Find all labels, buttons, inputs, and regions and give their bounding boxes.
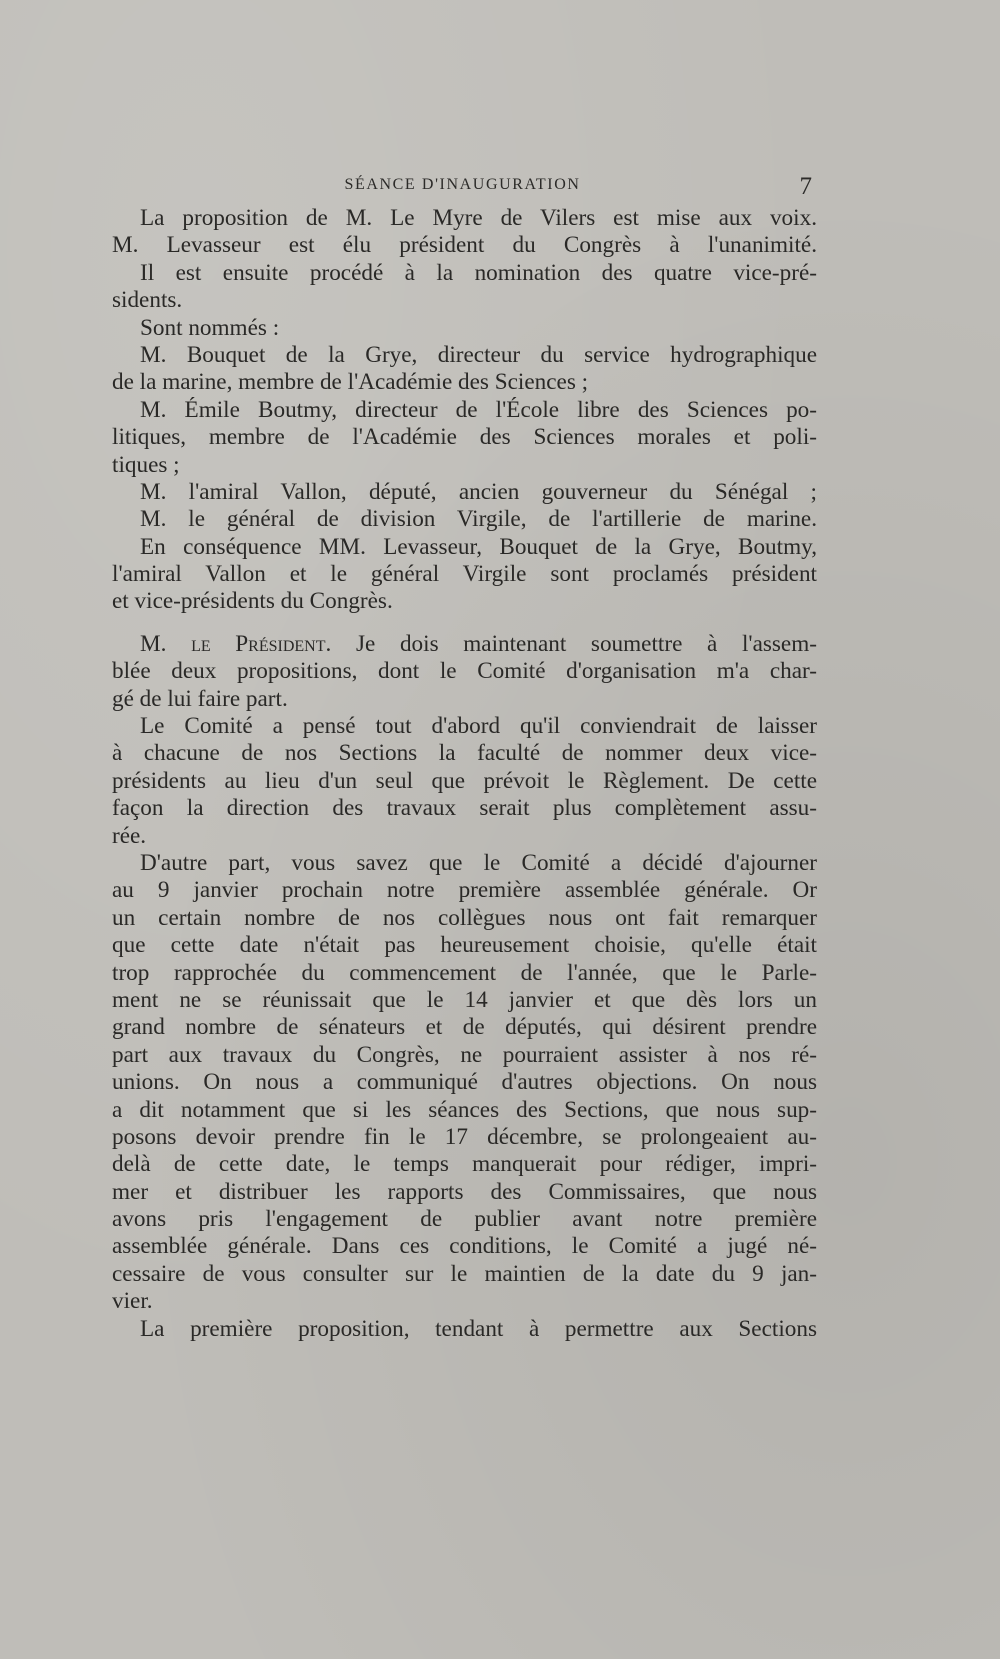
president-speech-line [112,631,817,658]
text-line: D'autre part, vous savez que le Comité a décidé d'ajourner [140,849,817,876]
paragraph-gap [112,616,817,631]
text-line: avons pris l'engagement de publier avant notre première [112,1206,817,1233]
text-line: au 9 janvier prochain notre première assemblée générale. Or [112,877,817,904]
text-line: part aux travaux du Congrès, ne pourraient assister à nos ré- [112,1041,817,1068]
text-line: trop rapprochée du commencement de l'année, que le Parle- [112,959,817,986]
text-line: M. Levasseur est élu président du Congrès à l'unanimité. [112,232,817,259]
text-line: ment ne se réunissait que le 14 janvier et que dès lors un [112,986,817,1013]
text-line: Le Comité a pensé tout d'abord qu'il conviendrait de laisser [140,713,817,740]
text-line: M. Émile Boutmy, directeur de l'École libre des Sciences po- [140,396,817,423]
text-line: un certain nombre de nos collègues nous ont fait remarquer [112,904,817,931]
text-line: sidents. [112,287,183,314]
running-head [110,173,815,203]
text-line: gé de lui faire part. [112,685,288,712]
text-line: l'amiral Vallon et le général Virgile sont proclamés président [112,561,817,588]
text-line: que cette date n'était pas heureusement choisie, qu'elle était [112,932,817,959]
text-line: rée. [112,822,147,849]
text-line: unions. On nous a communiqué d'autres objections. On nous [112,1069,817,1096]
text-line: de la marine, membre de l'Académie des Sciences ; [112,369,589,396]
text-line: tiques ; [112,451,180,478]
page-number: 7 [799,173,812,200]
text-line: mer et distribuer les rapports des Commissaires, que nous [112,1178,817,1205]
running-title: SÉANCE D'INAUGURATION [344,176,581,193]
text-line: En conséquence MM. Levasseur, Bouquet de la Grye, Boutmy, [140,533,817,560]
text-line: posons devoir prendre fin le 17 décembre, se prolongeaient au- [112,1123,817,1150]
body-text [112,205,817,1343]
text-line: et vice-présidents du Congrès. [112,588,393,615]
text-line: Sont nommés : [140,314,280,341]
text-line: assemblée générale. Dans ces conditions, le Comité a jugé né- [112,1233,817,1260]
text-line: cessaire de vous consulter sur le maintien de la date du 9 jan- [112,1260,817,1287]
text-line: Il est ensuite procédé à la nomination des quatre vice-pré- [140,259,817,286]
text-line: à chacune de nos Sections la faculté de nommer deux vice- [112,740,817,767]
text-line: M. Bouquet de la Grye, directeur du service hydrographique [140,341,817,368]
text-line: blée deux propositions, dont le Comité d'organisation m'a char- [112,658,817,685]
text-line: vier. [112,1288,153,1315]
text-line: M. l'amiral Vallon, député, ancien gouverneur du Sénégal ; [140,478,817,505]
text-line: La première proposition, tendant à permettre aux Sections [140,1315,817,1342]
text-line: grand nombre de sénateurs et de députés, qui désirent prendre [112,1014,817,1041]
text-line: litiques, membre de l'Académie des Sciences morales et poli- [112,424,817,451]
text-line: façon la direction des travaux serait plus complètement assu- [112,795,817,822]
text-line: La proposition de M. Le Myre de Vilers est mise aux voix. [140,205,817,231]
text-line: M. le général de division Virgile, de l'artillerie de marine. [140,506,817,533]
speaker-name: le Président [191,630,326,657]
text-line: delà de cette date, le temps manquerait pour rédiger, impri- [112,1151,817,1178]
speech-prefix: M. [140,630,192,657]
speech-text: . Je dois maintenant soumettre à l'assem- [325,630,817,657]
text-line: présidents au lieu d'un seul que prévoit le Règlement. De cette [112,767,817,794]
text-line: a dit notamment que si les séances des Sections, que nous sup- [112,1096,817,1123]
